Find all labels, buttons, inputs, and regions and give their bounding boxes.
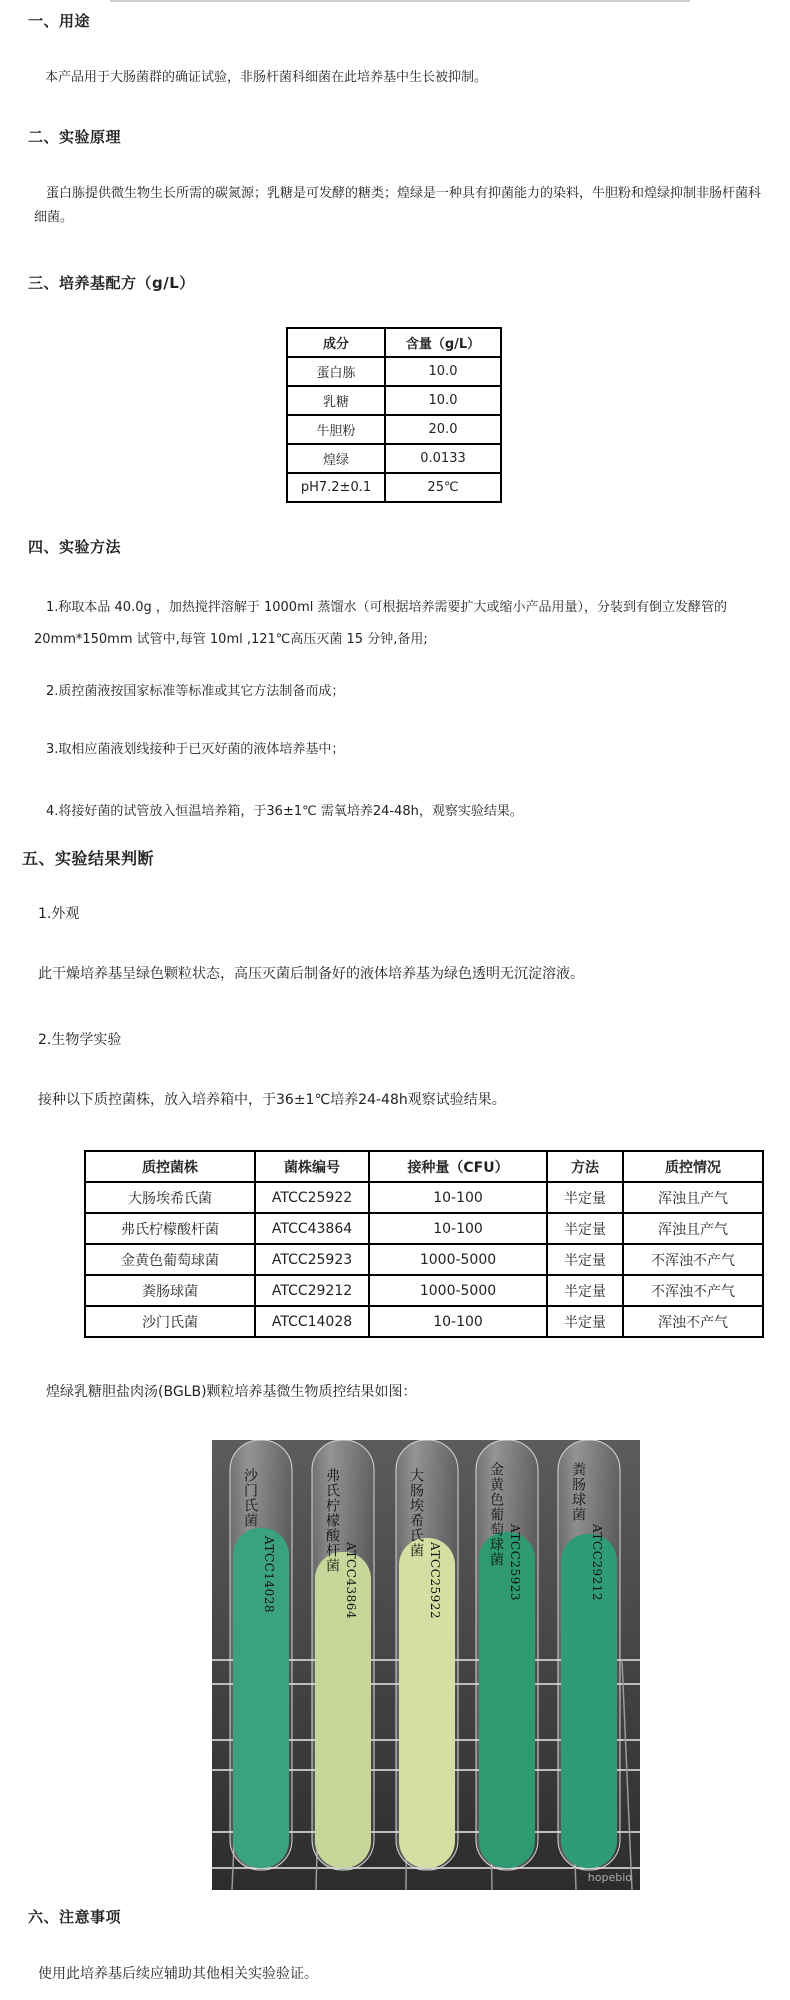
formula-header-ingredient: 成分 <box>287 328 385 357</box>
table-row <box>85 1182 763 1213</box>
section-title-results: 五、实验结果判断 <box>22 849 155 868</box>
tube-strain-label: 沙门氏菌 <box>242 1468 258 1528</box>
qc-result: 浑浊且产气 <box>623 1213 763 1244</box>
qc-strain: 粪肠球菌 <box>85 1275 255 1306</box>
qc-code: ATCC29212 <box>255 1275 369 1306</box>
qc-header-row <box>85 1151 763 1182</box>
results-subtitle-biological: 2.生物学实验 <box>38 1032 122 1048</box>
tube-code-label: ATCC43864 <box>344 1542 358 1620</box>
table-row <box>85 1244 763 1275</box>
qc-code: ATCC43864 <box>255 1213 369 1244</box>
qc-code: ATCC14028 <box>255 1306 369 1337</box>
usage-text: 本产品用于大肠菌群的确证试验，非肠杆菌科细菌在此培养基中生长被抑制。 <box>45 70 488 85</box>
qc-method: 半定量 <box>547 1182 623 1213</box>
formula-header-amount: 含量（g/L） <box>385 328 501 357</box>
table-row <box>287 444 501 473</box>
method-step-1: 1.称取本品 40.0g ，加热搅拌溶解于 1000ml 蒸馏水（可根据培养需要扩大或缩小产品用量），分装到有倒立发酵管的20mm*150mm 试管中,每管 10ml ,121℃高压灭菌 15 分钟,备用; <box>34 600 727 647</box>
method-step-3: 3.取相应菌液划线接种于已灭好菌的液体培养基中； <box>46 742 345 757</box>
tube-liquid <box>233 1528 289 1868</box>
qc-result: 浑浊不产气 <box>623 1306 763 1337</box>
qc-header-result: 质控情况 <box>623 1151 763 1182</box>
table-row <box>85 1306 763 1337</box>
formula-amount: 0.0133 <box>385 444 501 473</box>
formula-ingredient: 蛋白胨 <box>287 357 385 386</box>
table-row <box>287 473 501 502</box>
tube-liquid <box>479 1532 535 1868</box>
qc-result: 不浑浊不产气 <box>623 1244 763 1275</box>
method-step-2: 2.质控菌液按国家标准等标准或其它方法制备而成； <box>46 684 345 699</box>
tube-code-label: ATCC29212 <box>590 1524 604 1602</box>
qc-strain: 沙门氏菌 <box>85 1306 255 1337</box>
tube-code-label: ATCC25923 <box>508 1524 522 1602</box>
section-title-usage: 一、用途 <box>28 12 91 30</box>
tube-code-label: ATCC14028 <box>262 1536 276 1614</box>
tube-liquid <box>399 1538 455 1868</box>
section-title-principle: 二、实验原理 <box>28 128 122 146</box>
formula-amount: 10.0 <box>385 357 501 386</box>
tube-strain-label: 金黄色葡萄球菌 <box>488 1462 504 1567</box>
formula-amount: 10.0 <box>385 386 501 415</box>
principle-text: 蛋白胨提供微生物生长所需的碳氮源；乳糖是可发酵的糖类；煌绿是一种具有抑菌能力的染料，牛胆粉和煌绿抑制非肠杆菌科细菌。 <box>34 186 762 225</box>
biological-text: 接种以下质控菌株，放入培养箱中，于36±1℃培养24-48h观察试验结果。 <box>38 1092 506 1108</box>
table-row <box>85 1213 763 1244</box>
qc-strain: 大肠埃希氏菌 <box>85 1182 255 1213</box>
photo-caption: 煌绿乳糖胆盐肉汤(BGLB)颗粒培养基微生物质控结果如图： <box>46 1384 417 1400</box>
qc-method: 半定量 <box>547 1244 623 1275</box>
qc-method: 半定量 <box>547 1213 623 1244</box>
qc-inoculum: 1000-5000 <box>369 1275 547 1306</box>
table-row <box>287 357 501 386</box>
qc-method: 半定量 <box>547 1275 623 1306</box>
tube-strain-label: 弗氏柠檬酸杆菌 <box>324 1468 340 1573</box>
formula-ingredient: 乳糖 <box>287 386 385 415</box>
qc-header-inoculum: 接种量（CFU） <box>369 1151 547 1182</box>
formula-amount: 20.0 <box>385 415 501 444</box>
section-title-formula: 三、培养基配方（g/L） <box>28 274 195 292</box>
qc-code: ATCC25923 <box>255 1244 369 1275</box>
tube-strain-label: 粪肠球菌 <box>570 1462 586 1522</box>
qc-strain: 金黄色葡萄球菌 <box>85 1244 255 1275</box>
formula-ingredient: pH7.2±0.1 <box>287 473 385 502</box>
qc-header-method: 方法 <box>547 1151 623 1182</box>
formula-amount: 25℃ <box>385 473 501 502</box>
qc-header-strain: 质控菌株 <box>85 1151 255 1182</box>
brand-watermark: hopebio <box>587 1871 632 1884</box>
tube-liquid <box>315 1552 371 1868</box>
formula-header-row <box>287 328 501 357</box>
qc-inoculum: 1000-5000 <box>369 1244 547 1275</box>
qc-code: ATCC25922 <box>255 1182 369 1213</box>
formula-ingredient: 煌绿 <box>287 444 385 473</box>
formula-ingredient: 牛胆粉 <box>287 415 385 444</box>
qc-result: 不浑浊不产气 <box>623 1275 763 1306</box>
notes-text: 使用此培养基后续应辅助其他相关实验验证。 <box>38 1966 318 1982</box>
results-subtitle-appearance: 1.外观 <box>38 906 80 922</box>
qc-inoculum: 10-100 <box>369 1182 547 1213</box>
tube-liquid <box>561 1534 617 1868</box>
appearance-text: 此干燥培养基呈绿色颗粒状态，高压灭菌后制备好的液体培养基为绿色透明无沉淀溶液。 <box>38 966 584 982</box>
qc-strain: 弗氏柠檬酸杆菌 <box>85 1213 255 1244</box>
section-title-method: 四、实验方法 <box>28 538 122 556</box>
qc-inoculum: 10-100 <box>369 1213 547 1244</box>
method-step-4: 4.将接好菌的试管放入恒温培养箱，于36±1℃ 需氧培养24-48h，观察实验结果。 <box>46 804 523 819</box>
table-row <box>85 1275 763 1306</box>
qc-header-code: 菌株编号 <box>255 1151 369 1182</box>
qc-result-photo <box>212 1440 640 1890</box>
qc-results-table <box>84 1150 764 1338</box>
qc-inoculum: 10-100 <box>369 1306 547 1337</box>
formula-table <box>286 327 502 503</box>
section-title-notes: 六、注意事项 <box>28 1908 122 1926</box>
qc-method: 半定量 <box>547 1306 623 1337</box>
tube-code-label: ATCC25922 <box>428 1542 442 1620</box>
table-row <box>287 386 501 415</box>
qc-result: 浑浊且产气 <box>623 1182 763 1213</box>
tube-strain-label: 大肠埃希氏菌 <box>408 1468 424 1558</box>
table-row <box>287 415 501 444</box>
top-divider <box>110 0 690 2</box>
